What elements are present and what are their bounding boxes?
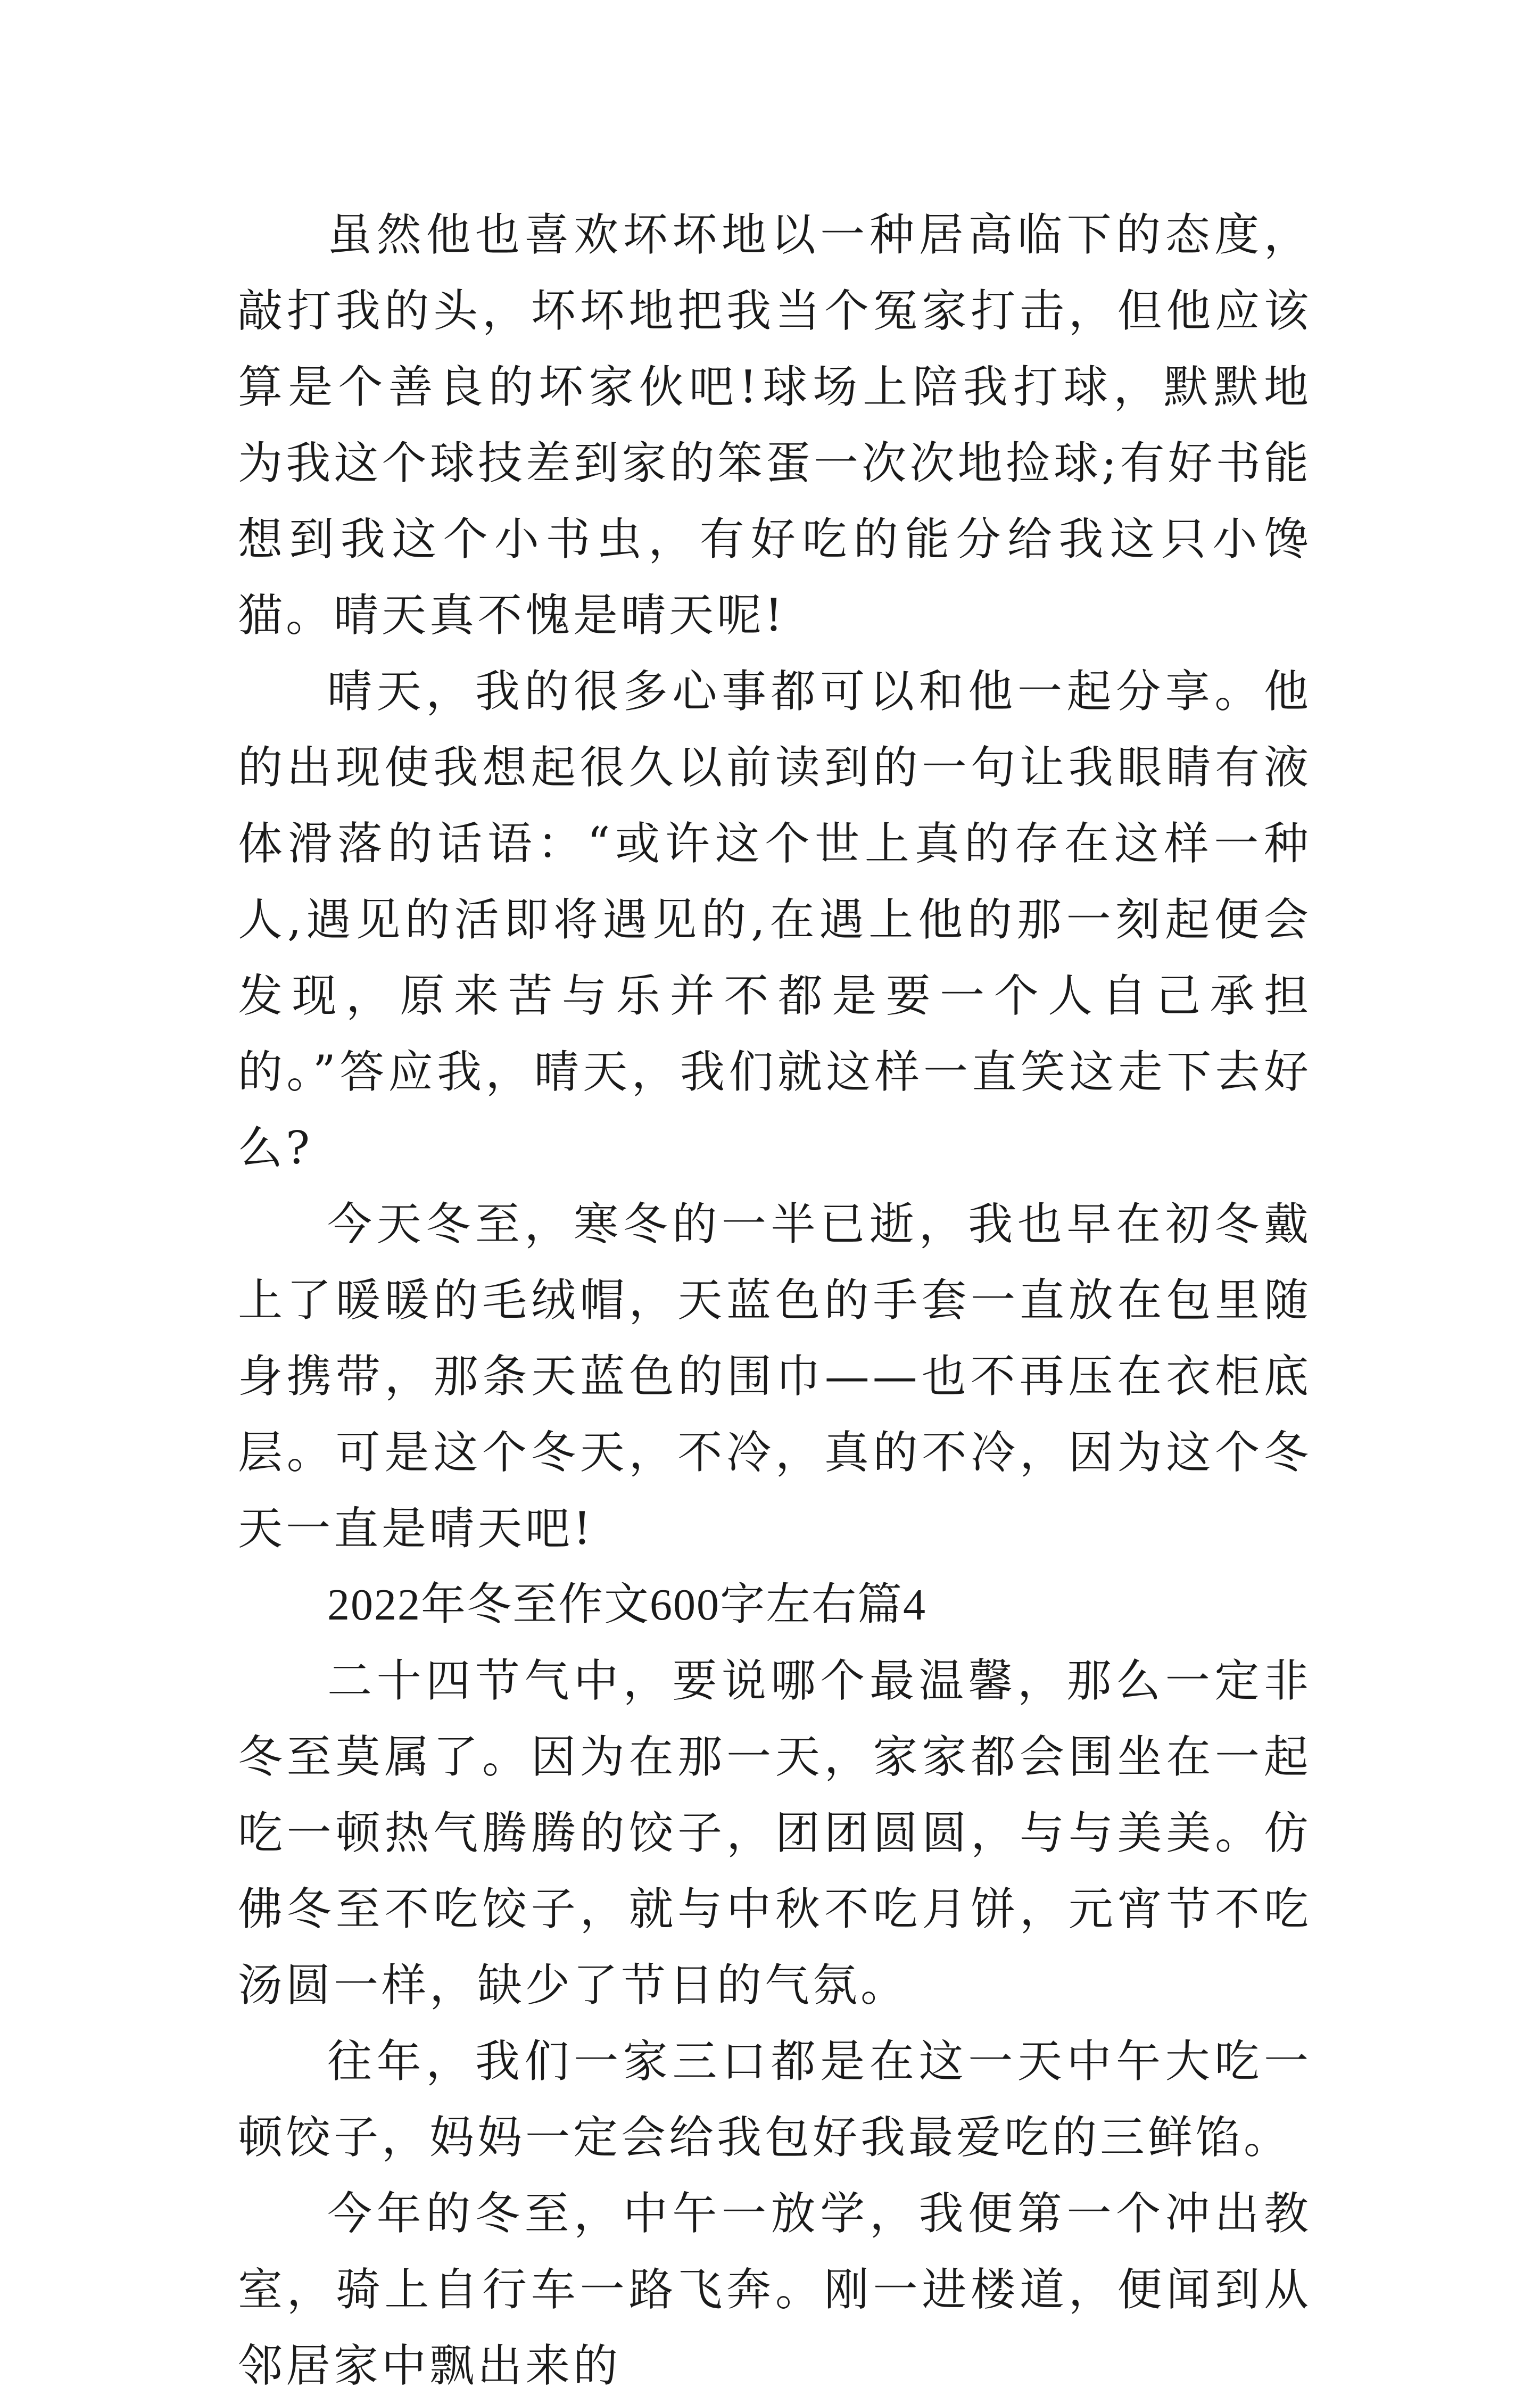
section-heading: 2022年冬至作文600字左右篇4 — [327, 1580, 927, 1630]
document-body — [238, 197, 1312, 2404]
paragraph-6: 今年的冬至，中午一放学，我便第一个冲出教室，骑上自行车一路飞奔。刚一进楼道，便闻到从邻居家中飘出来的 — [238, 2187, 1312, 2392]
paragraph-5: 往年，我们一家三口都是在这一天中午大吃一顿饺子，妈妈一定会给我包好我最爱吃的三鲜馅。 — [238, 2035, 1312, 2163]
paragraph-2: 晴天，我的很多心事都可以和他一起分享。他的出现使我想起很久以前读到的一句让我眼睛有液体滑落的话语：“或许这个世上真的存在这样一种人,遇见的活即将遇见的,在遇上他的那一刻起便会发现，原来苦与乐并不都是要一个人自己承担的。”答应我，晴天，我们就这样一直笑这走下去好么? — [238, 665, 1312, 1174]
paragraph-3: 今天冬至，寒冬的一半已逝，我也早在初冬戴上了暖暖的毛绒帽，天蓝色的手套一直放在包里随身携带，那条天蓝色的围巾——也不再压在衣柜底层。可是这个冬天，不冷，真的不冷，因为这个冬天一直是晴天吧! — [238, 1198, 1312, 1555]
paragraph-1: 虽然他也喜欢坏坏地以一种居高临下的态度，敲打我的头，坏坏地把我当个冤家打击，但他应该算是个善良的坏家伙吧!球场上陪我打球，默默地为我这个球技差到家的笨蛋一次次地捡球;有好书能想到我这个小书虫，有好吃的能分给我这只小馋猫。晴天真不愧是晴天呢! — [238, 209, 1312, 641]
paragraph-4: 二十四节气中，要说哪个最温馨，那么一定非冬至莫属了。因为在那一天，家家都会围坐在一起吃一顿热气腾腾的饺子，团团圆圆，与与美美。仿佛冬至不吃饺子，就与中秋不吃月饼，元宵节不吃汤圆一样，缺少了节日的气氛。 — [238, 1655, 1312, 2011]
